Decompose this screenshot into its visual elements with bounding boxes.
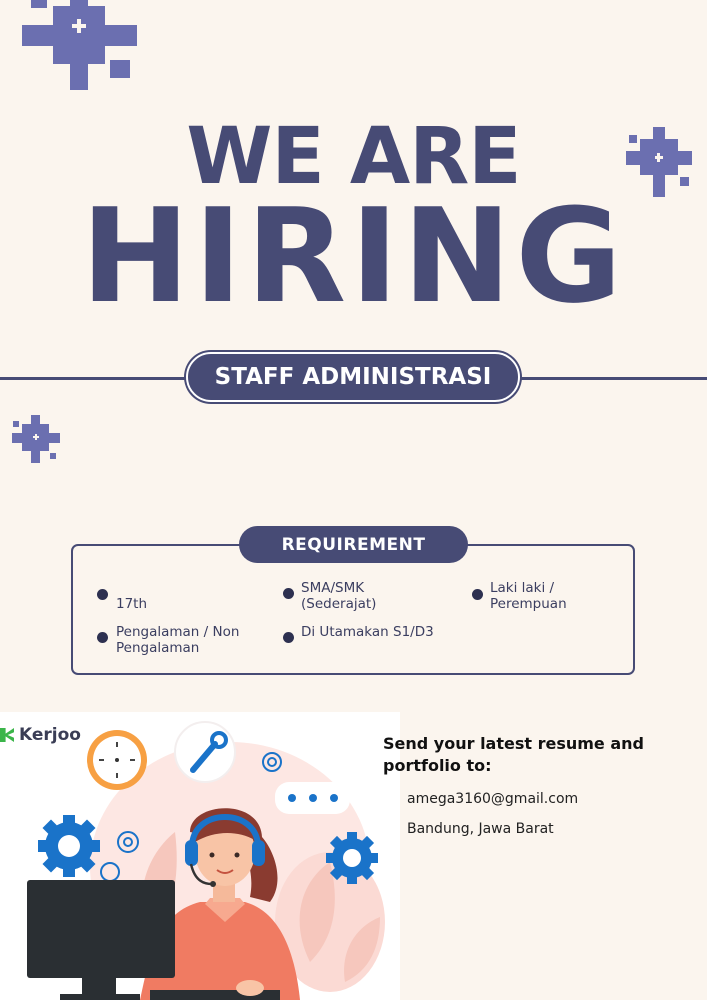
wrench-icon bbox=[175, 722, 235, 782]
contact-email[interactable]: amega3160@gmail.com bbox=[407, 791, 579, 807]
chat-dots-icon bbox=[275, 782, 350, 814]
sparkle-icon-left bbox=[12, 415, 60, 465]
bullet-icon bbox=[283, 588, 294, 599]
bullet-icon bbox=[472, 589, 483, 600]
bullet-icon bbox=[97, 589, 108, 600]
requirement-title: REQUIREMENT bbox=[239, 526, 468, 563]
requirement-item-age: 17th bbox=[116, 596, 148, 612]
gear-icon-left bbox=[38, 815, 100, 877]
requirement-item-gender: Laki laki / Perempuan bbox=[490, 580, 567, 612]
requirement-item-degree: Di Utamakan S1/D3 bbox=[301, 624, 434, 640]
bullet-icon bbox=[283, 632, 294, 643]
contact-heading: Send your latest resume and portfolio to: bbox=[383, 734, 644, 775]
headline-we-are: WE ARE bbox=[186, 112, 521, 202]
illustration-panel bbox=[0, 712, 400, 1000]
position-badge: STAFF ADMINISTRASI bbox=[186, 352, 520, 402]
sparkle-icon-top-left bbox=[22, 0, 138, 82]
clock-icon bbox=[87, 730, 147, 790]
contact-location: Bandung, Jawa Barat bbox=[407, 821, 554, 837]
kerjoo-logo-text: Kerjoo bbox=[19, 725, 81, 745]
illustration-art bbox=[0, 712, 400, 1000]
requirement-item-education: SMA/SMK (Sederajat) bbox=[301, 580, 377, 612]
headline-hiring: HIRING bbox=[80, 180, 627, 332]
gear-icon-right bbox=[326, 832, 378, 884]
requirement-item-experience: Pengalaman / Non Pengalaman bbox=[116, 624, 240, 656]
bullet-icon bbox=[97, 632, 108, 643]
